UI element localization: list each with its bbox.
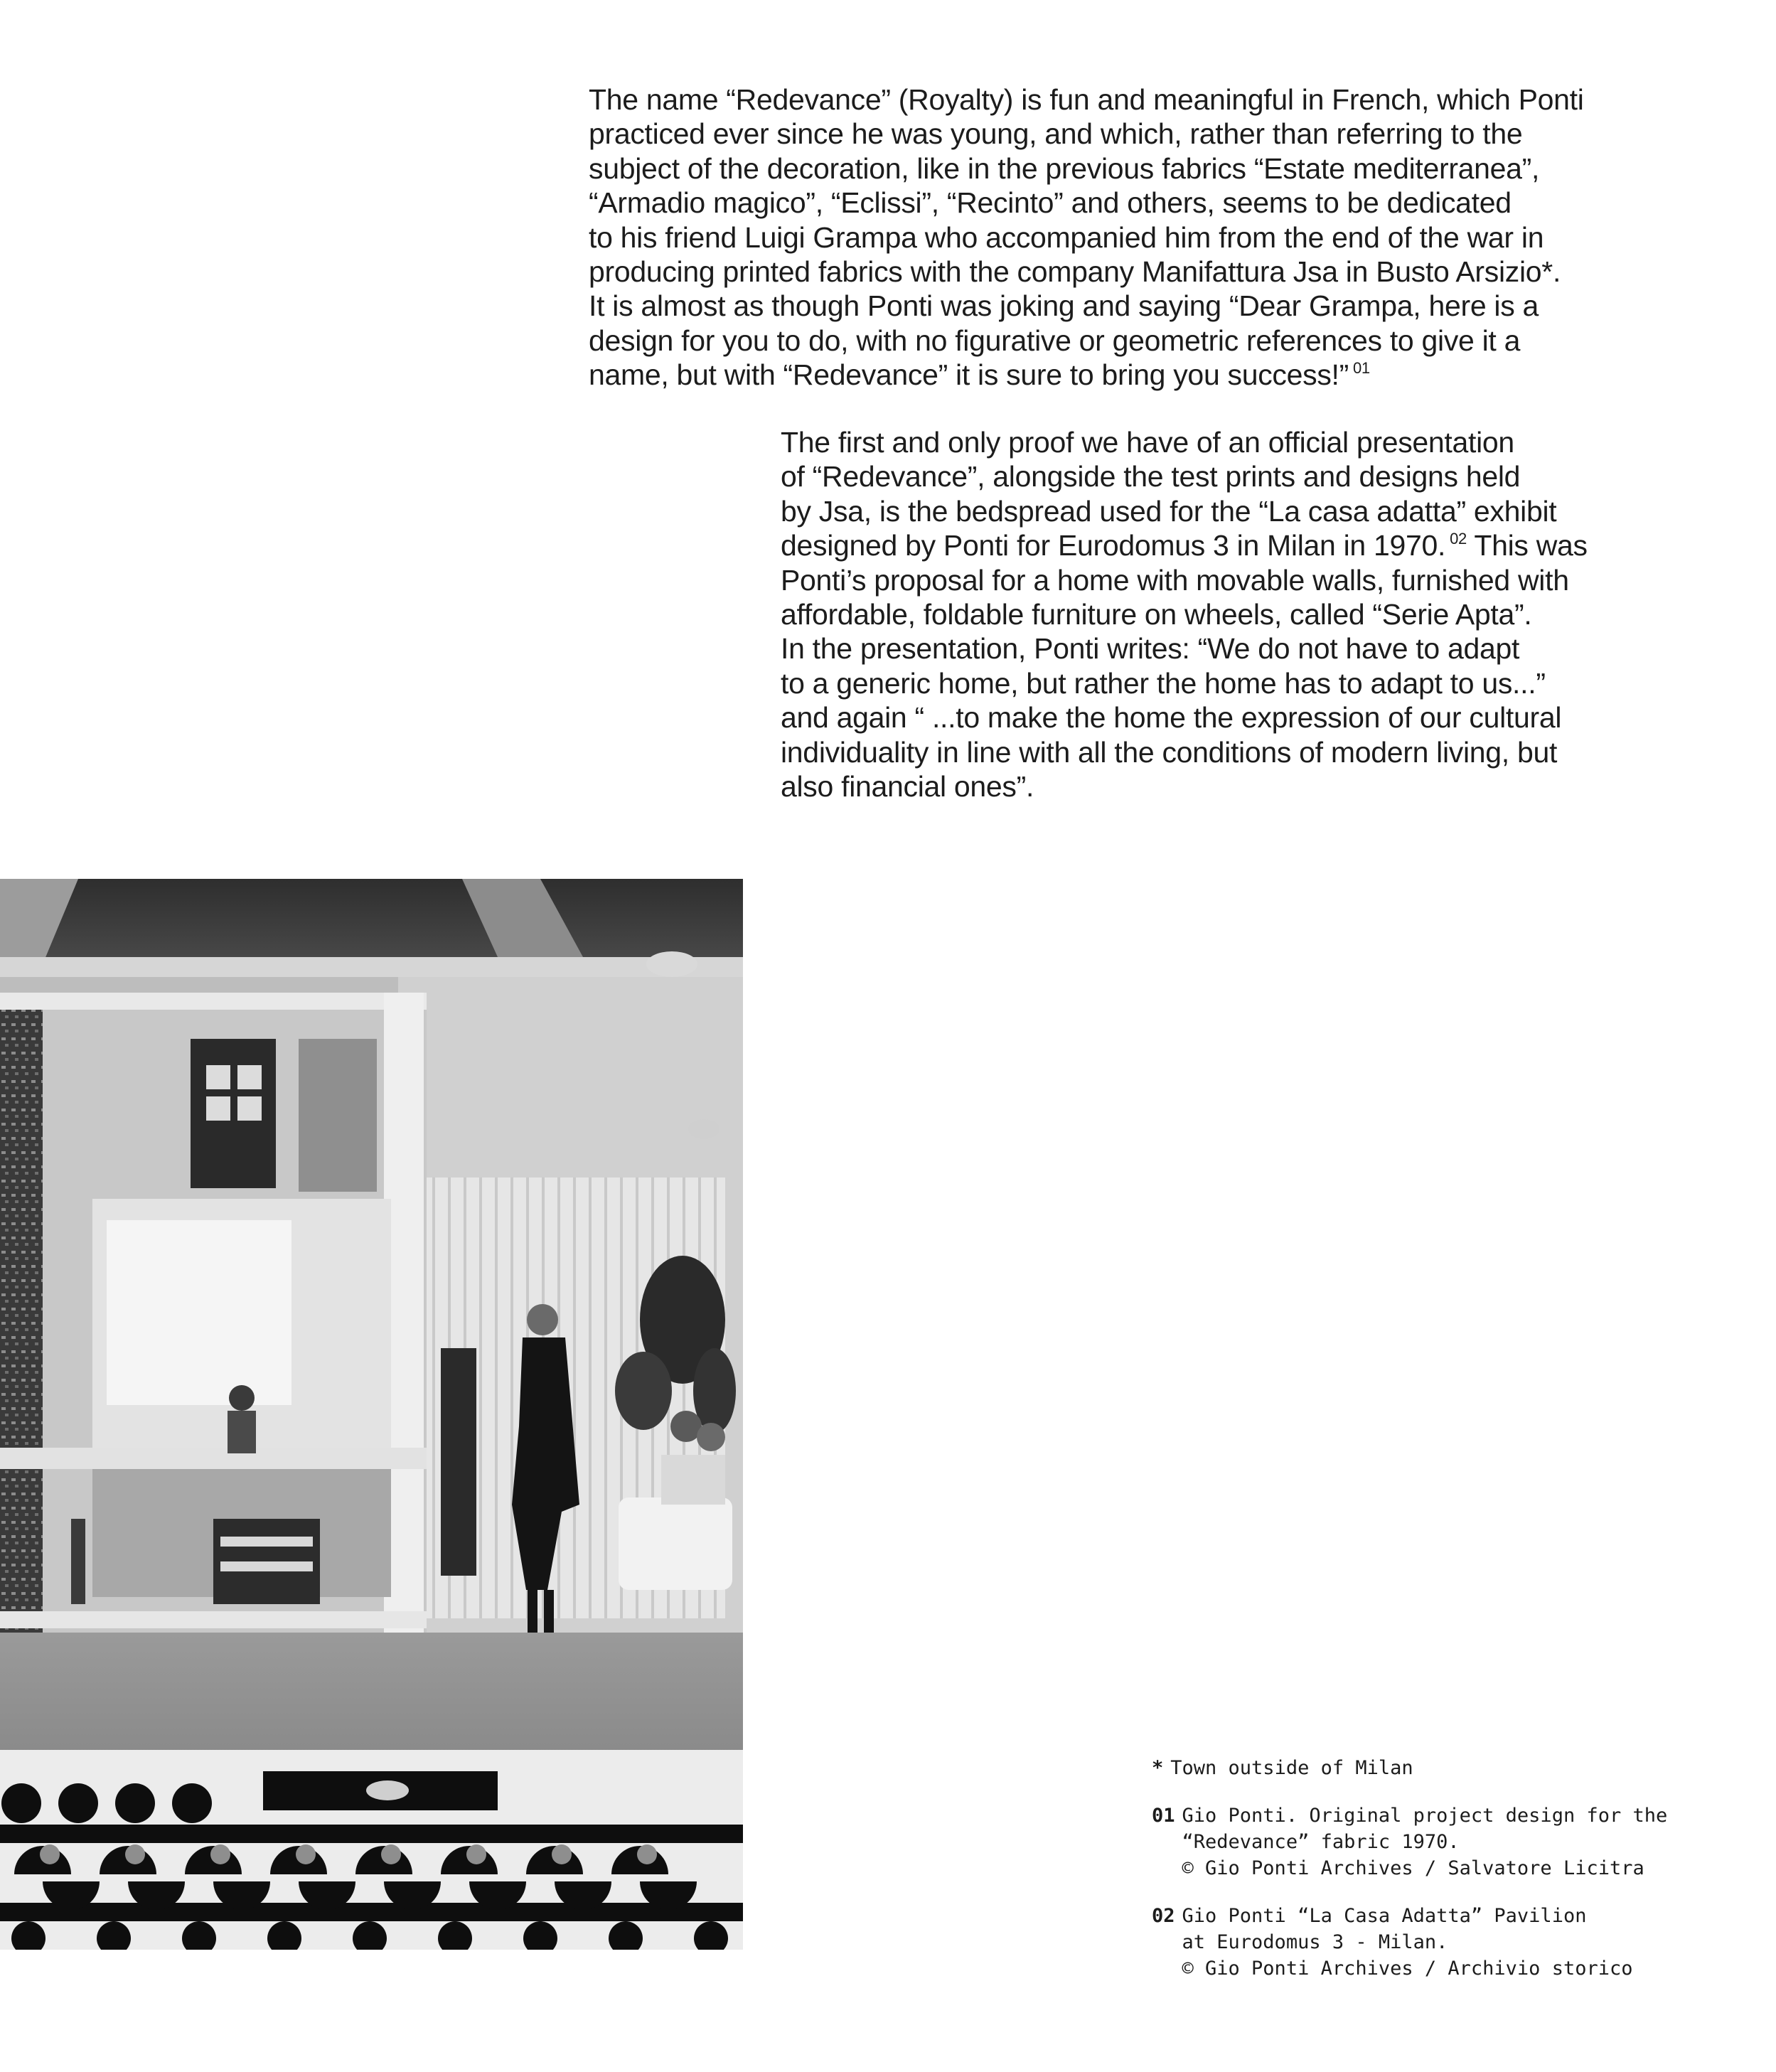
footnote-line: © Gio Ponti Archives / Archivio storico: [1182, 1958, 1633, 1980]
text-line: It is almost as though Ponti was joking and saying “Dear Grampa, here is a: [589, 289, 1539, 323]
footnote-line: “Redevance” fabric 1970.: [1182, 1831, 1460, 1853]
body-paragraph-1: [589, 82, 1698, 392]
text-line: The first and only proof we have of an official presentation: [781, 426, 1514, 459]
body-paragraph-2: [781, 425, 1698, 803]
footnote-text: [1170, 1755, 1413, 1781]
footnote-mark: *: [1152, 1757, 1164, 1779]
text-line: to his friend Luigi Grampa who accompanied him from the end of the war in: [589, 220, 1544, 254]
footnote-line: Gio Ponti. Original project design for the: [1182, 1805, 1668, 1827]
text-line: and again “ ...to make the home the expression of our cultural: [781, 701, 1562, 735]
text-line-content: designed by Ponti for Eurodomus 3 in Milan in 1970.: [781, 529, 1446, 562]
text-line: of “Redevance”, alongside the test prints and designs held: [781, 460, 1521, 493]
text-line-content: name, but with “Redevance” it is sure to bring you success!”: [589, 358, 1349, 392]
exhibit-photograph-illustration: [0, 879, 743, 1950]
footnote-mark: 02: [1152, 1905, 1175, 1927]
footnotes: [1152, 1755, 1692, 1982]
text-line: subject of the decoration, like in the previous fabrics “Estate mediterranea”,: [589, 151, 1540, 185]
footnote-02: [1152, 1903, 1692, 1982]
text-line: to a generic home, but rather the home has to adapt to us...”: [781, 666, 1546, 700]
footnote-mark: 01: [1152, 1805, 1175, 1827]
text-line: by Jsa, is the bedspread used for the “La casa adatta” exhibit: [781, 494, 1557, 528]
footnote-text: [1182, 1803, 1668, 1881]
footnote-line: at Eurodomus 3 - Milan.: [1182, 1931, 1448, 1953]
text-line: design for you to do, with no figurative or geometric references to give it a: [589, 324, 1521, 357]
reference-marker-01: 01: [1352, 359, 1370, 378]
text-line: In the presentation, Ponti writes: “We do not have to adapt: [781, 632, 1520, 666]
text-line: [781, 528, 1698, 562]
exhibit-photograph: [0, 879, 743, 1950]
text-line: producing printed fabrics with the company Manifattura Jsa in Busto Arsizio*.: [589, 255, 1561, 289]
text-line: affordable, foldable furniture on wheels, called “Serie Apta”.: [781, 598, 1532, 631]
footnote-line: Gio Ponti “La Casa Adatta” Pavilion: [1182, 1905, 1587, 1927]
text-line: practiced ever since he was young, and which, rather than referring to the: [589, 117, 1523, 151]
footnote-text: [1182, 1903, 1633, 1982]
text-line: The name “Redevance” (Royalty) is fun and meaningful in French, which Ponti: [589, 83, 1584, 116]
footnote-line: Town outside of Milan: [1170, 1757, 1413, 1779]
text-line: also financial ones”.: [781, 770, 1034, 803]
text-line: individuality in line with all the conditions of modern living, but: [781, 735, 1558, 769]
text-line: [589, 358, 1698, 392]
text-line-content: This was: [1474, 529, 1588, 562]
text-line: Ponti’s proposal for a home with movable walls, furnished with: [781, 563, 1569, 597]
reference-marker-02: 02: [1450, 530, 1467, 548]
footnote-asterisk: [1152, 1755, 1692, 1781]
text-line: “Armadio magico”, “Eclissi”, “Recinto” and others, seems to be dedicated: [589, 186, 1512, 220]
footnote-01: [1152, 1803, 1692, 1881]
footnote-line: © Gio Ponti Archives / Salvatore Licitra: [1182, 1857, 1644, 1879]
